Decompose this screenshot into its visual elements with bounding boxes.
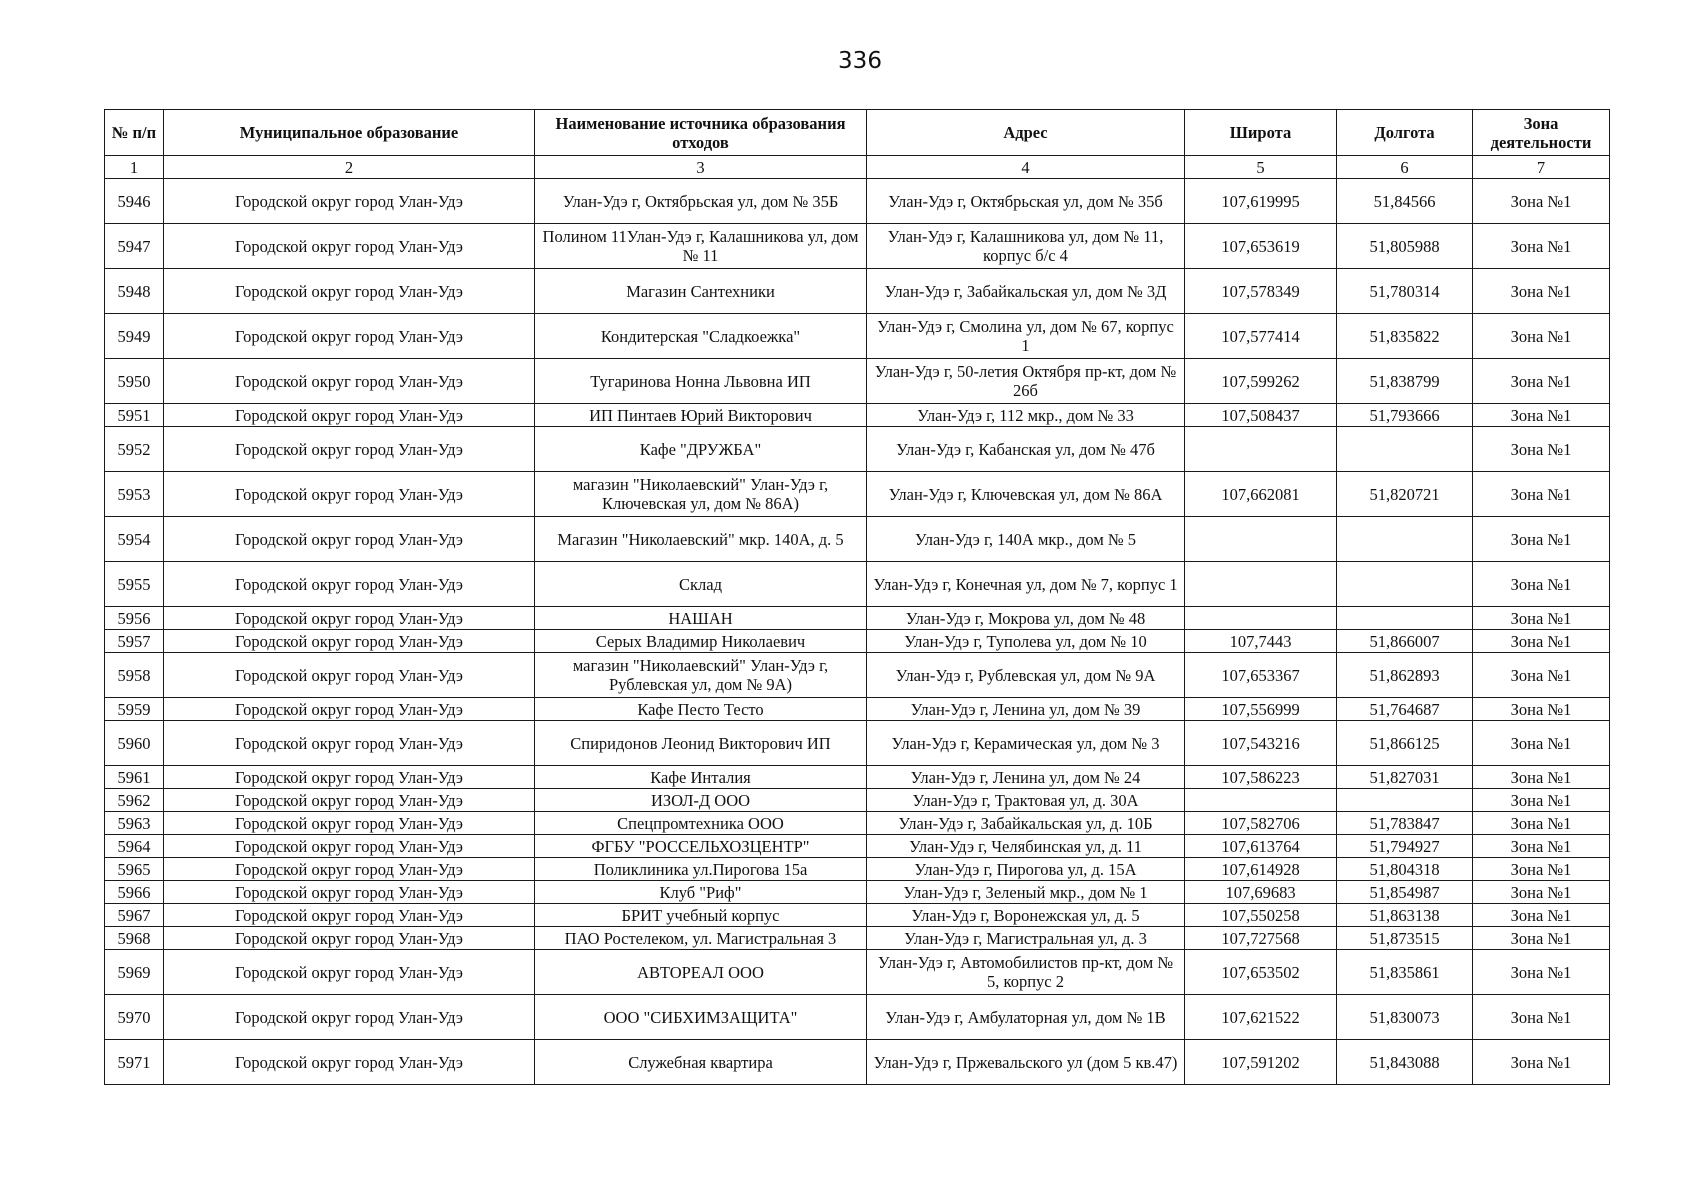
- source-name-cell: Улан-Удэ г, Октябрьская ул, дом № 35Б: [535, 179, 867, 224]
- address-cell: Улан-Удэ г, Воронежская ул, д. 5: [867, 904, 1185, 927]
- latitude-cell: 107,69683: [1185, 881, 1337, 904]
- municipality-cell: Городской округ город Улан-Удэ: [164, 404, 535, 427]
- longitude-cell: [1337, 607, 1473, 630]
- source-name-cell: ООО "СИБХИМЗАЩИТА": [535, 995, 867, 1040]
- zone-cell: Зона №1: [1473, 517, 1610, 562]
- zone-cell: Зона №1: [1473, 653, 1610, 698]
- zone-cell: Зона №1: [1473, 927, 1610, 950]
- header-address: Адрес: [867, 110, 1185, 156]
- address-cell: Улан-Удэ г, Зеленый мкр., дом № 1: [867, 881, 1185, 904]
- zone-cell: Зона №1: [1473, 179, 1610, 224]
- page-number: 336: [838, 48, 882, 74]
- address-cell: Улан-Удэ г, Конечная ул, дом № 7, корпус 1: [867, 562, 1185, 607]
- municipality-cell: Городской округ город Улан-Удэ: [164, 359, 535, 404]
- address-cell: Улан-Удэ г, Забайкальская ул, дом № 3Д: [867, 269, 1185, 314]
- latitude-cell: 107,653502: [1185, 950, 1337, 995]
- address-cell: Улан-Удэ г, Ключевская ул, дом № 86А: [867, 472, 1185, 517]
- zone-cell: Зона №1: [1473, 314, 1610, 359]
- municipality-cell: Городской округ город Улан-Удэ: [164, 314, 535, 359]
- longitude-cell: 51,827031: [1337, 766, 1473, 789]
- table-body: [105, 179, 1610, 1085]
- row-number-cell: 5954: [105, 517, 164, 562]
- longitude-cell: 51,866007: [1337, 630, 1473, 653]
- header-municipality: Муниципальное образование: [164, 110, 535, 156]
- address-cell: Улан-Удэ г, Пирогова ул, д. 15А: [867, 858, 1185, 881]
- table-row: [105, 359, 1610, 404]
- latitude-cell: 107,727568: [1185, 927, 1337, 950]
- source-name-cell: Кафе "ДРУЖБА": [535, 427, 867, 472]
- zone-cell: Зона №1: [1473, 766, 1610, 789]
- zone-cell: Зона №1: [1473, 858, 1610, 881]
- row-number-cell: 5970: [105, 995, 164, 1040]
- latitude-cell: 107,550258: [1185, 904, 1337, 927]
- longitude-cell: 51,830073: [1337, 995, 1473, 1040]
- table-row: [105, 427, 1610, 472]
- row-number-cell: 5946: [105, 179, 164, 224]
- source-name-cell: НАШАН: [535, 607, 867, 630]
- latitude-cell: [1185, 562, 1337, 607]
- table-row: [105, 607, 1610, 630]
- source-name-cell: Кафе Песто Тесто: [535, 698, 867, 721]
- zone-cell: Зона №1: [1473, 812, 1610, 835]
- column-number: 6: [1337, 156, 1473, 179]
- table-row: [105, 179, 1610, 224]
- longitude-cell: 51,780314: [1337, 269, 1473, 314]
- row-number-cell: 5969: [105, 950, 164, 995]
- municipality-cell: Городской округ город Улан-Удэ: [164, 179, 535, 224]
- table-row: [105, 835, 1610, 858]
- longitude-cell: 51,794927: [1337, 835, 1473, 858]
- address-cell: Улан-Удэ г, 140А мкр., дом № 5: [867, 517, 1185, 562]
- address-cell: Улан-Удэ г, Калашникова ул, дом № 11, корпус б/с 4: [867, 224, 1185, 269]
- row-number-cell: 5959: [105, 698, 164, 721]
- table-row: [105, 881, 1610, 904]
- longitude-cell: 51,805988: [1337, 224, 1473, 269]
- table-row: [105, 404, 1610, 427]
- row-number-cell: 5958: [105, 653, 164, 698]
- municipality-cell: Городской округ город Улан-Удэ: [164, 766, 535, 789]
- longitude-cell: 51,84566: [1337, 179, 1473, 224]
- longitude-cell: 51,835861: [1337, 950, 1473, 995]
- table-row: [105, 224, 1610, 269]
- table-row: [105, 653, 1610, 698]
- zone-cell: Зона №1: [1473, 224, 1610, 269]
- municipality-cell: Городской округ город Улан-Удэ: [164, 835, 535, 858]
- source-name-cell: Полином 11Улан-Удэ г, Калашникова ул, дом № 11: [535, 224, 867, 269]
- longitude-cell: 51,764687: [1337, 698, 1473, 721]
- longitude-cell: 51,820721: [1337, 472, 1473, 517]
- latitude-cell: 107,582706: [1185, 812, 1337, 835]
- latitude-cell: [1185, 427, 1337, 472]
- municipality-cell: Городской округ город Улан-Удэ: [164, 904, 535, 927]
- latitude-cell: 107,543216: [1185, 721, 1337, 766]
- longitude-cell: [1337, 562, 1473, 607]
- zone-cell: Зона №1: [1473, 607, 1610, 630]
- municipality-cell: Городской округ город Улан-Удэ: [164, 1040, 535, 1085]
- latitude-cell: 107,508437: [1185, 404, 1337, 427]
- row-number-cell: 5963: [105, 812, 164, 835]
- latitude-cell: 107,614928: [1185, 858, 1337, 881]
- latitude-cell: 107,591202: [1185, 1040, 1337, 1085]
- municipality-cell: Городской округ город Улан-Удэ: [164, 812, 535, 835]
- municipality-cell: Городской округ город Улан-Удэ: [164, 224, 535, 269]
- address-cell: Улан-Удэ г, 50-летия Октября пр-кт, дом № 26б: [867, 359, 1185, 404]
- address-cell: Улан-Удэ г, 112 мкр., дом № 33: [867, 404, 1185, 427]
- municipality-cell: Городской округ город Улан-Удэ: [164, 427, 535, 472]
- municipality-cell: Городской округ город Улан-Удэ: [164, 881, 535, 904]
- longitude-cell: [1337, 427, 1473, 472]
- row-number-cell: 5957: [105, 630, 164, 653]
- zone-cell: Зона №1: [1473, 995, 1610, 1040]
- longitude-cell: 51,866125: [1337, 721, 1473, 766]
- table-row: [105, 904, 1610, 927]
- column-number: 1: [105, 156, 164, 179]
- latitude-cell: 107,613764: [1185, 835, 1337, 858]
- row-number-cell: 5966: [105, 881, 164, 904]
- header-source-name: Наименование источника образования отходов: [535, 110, 867, 156]
- source-name-cell: Служебная квартира: [535, 1040, 867, 1085]
- address-cell: Улан-Удэ г, Ленина ул, дом № 24: [867, 766, 1185, 789]
- waste-sources-table: [104, 109, 1610, 1085]
- table-row: [105, 1040, 1610, 1085]
- table-row: [105, 995, 1610, 1040]
- table-row: [105, 314, 1610, 359]
- row-number-cell: 5947: [105, 224, 164, 269]
- latitude-cell: [1185, 789, 1337, 812]
- address-cell: Улан-Удэ г, Керамическая ул, дом № 3: [867, 721, 1185, 766]
- table-row: [105, 269, 1610, 314]
- address-cell: Улан-Удэ г, Забайкальская ул, д. 10Б: [867, 812, 1185, 835]
- municipality-cell: Городской округ город Улан-Удэ: [164, 653, 535, 698]
- column-number: 4: [867, 156, 1185, 179]
- source-name-cell: Спиридонов Леонид Викторович ИП: [535, 721, 867, 766]
- latitude-cell: [1185, 607, 1337, 630]
- row-number-cell: 5968: [105, 927, 164, 950]
- latitude-cell: 107,578349: [1185, 269, 1337, 314]
- longitude-cell: 51,783847: [1337, 812, 1473, 835]
- latitude-cell: 107,662081: [1185, 472, 1337, 517]
- table-row: [105, 517, 1610, 562]
- header-row: [105, 110, 1610, 156]
- municipality-cell: Городской округ город Улан-Удэ: [164, 607, 535, 630]
- row-number-cell: 5967: [105, 904, 164, 927]
- longitude-cell: [1337, 789, 1473, 812]
- zone-cell: Зона №1: [1473, 904, 1610, 927]
- longitude-cell: 51,804318: [1337, 858, 1473, 881]
- column-number: 3: [535, 156, 867, 179]
- municipality-cell: Городской округ город Улан-Удэ: [164, 517, 535, 562]
- table-row: [105, 812, 1610, 835]
- row-number-cell: 5953: [105, 472, 164, 517]
- address-cell: Улан-Удэ г, Трактовая ул, д. 30А: [867, 789, 1185, 812]
- zone-cell: Зона №1: [1473, 427, 1610, 472]
- latitude-cell: [1185, 517, 1337, 562]
- municipality-cell: Городской округ город Улан-Удэ: [164, 950, 535, 995]
- municipality-cell: Городской округ город Улан-Удэ: [164, 927, 535, 950]
- zone-cell: Зона №1: [1473, 721, 1610, 766]
- municipality-cell: Городской округ город Улан-Удэ: [164, 269, 535, 314]
- longitude-cell: [1337, 517, 1473, 562]
- table-row: [105, 721, 1610, 766]
- longitude-cell: 51,863138: [1337, 904, 1473, 927]
- source-name-cell: Магазин "Николаевский" мкр. 140А, д. 5: [535, 517, 867, 562]
- address-cell: Улан-Удэ г, Мокрова ул, дом № 48: [867, 607, 1185, 630]
- row-number-cell: 5948: [105, 269, 164, 314]
- zone-cell: Зона №1: [1473, 1040, 1610, 1085]
- longitude-cell: 51,862893: [1337, 653, 1473, 698]
- latitude-cell: 107,621522: [1185, 995, 1337, 1040]
- latitude-cell: 107,599262: [1185, 359, 1337, 404]
- source-name-cell: ИП Пинтаев Юрий Викторович: [535, 404, 867, 427]
- source-name-cell: Клуб "Риф": [535, 881, 867, 904]
- address-cell: Улан-Удэ г, Кабанская ул, дом № 47б: [867, 427, 1185, 472]
- zone-cell: Зона №1: [1473, 950, 1610, 995]
- zone-cell: Зона №1: [1473, 881, 1610, 904]
- longitude-cell: 51,835822: [1337, 314, 1473, 359]
- row-number-cell: 5971: [105, 1040, 164, 1085]
- source-name-cell: Поликлиника ул.Пирогова 15а: [535, 858, 867, 881]
- row-number-cell: 5964: [105, 835, 164, 858]
- municipality-cell: Городской округ город Улан-Удэ: [164, 698, 535, 721]
- column-number-row: [105, 156, 1610, 179]
- latitude-cell: 107,556999: [1185, 698, 1337, 721]
- table-row: [105, 858, 1610, 881]
- zone-cell: Зона №1: [1473, 562, 1610, 607]
- row-number-cell: 5951: [105, 404, 164, 427]
- municipality-cell: Городской округ город Улан-Удэ: [164, 562, 535, 607]
- address-cell: Улан-Удэ г, Челябинская ул, д. 11: [867, 835, 1185, 858]
- address-cell: Улан-Удэ г, Магистральная ул, д. 3: [867, 927, 1185, 950]
- source-name-cell: АВТОРЕАЛ ООО: [535, 950, 867, 995]
- source-name-cell: Тугаринова Нонна Львовна ИП: [535, 359, 867, 404]
- header-zone: Зона деятельности: [1473, 110, 1610, 156]
- address-cell: Улан-Удэ г, Ленина ул, дом № 39: [867, 698, 1185, 721]
- zone-cell: Зона №1: [1473, 698, 1610, 721]
- municipality-cell: Городской округ город Улан-Удэ: [164, 995, 535, 1040]
- header-row-number: № п/п: [105, 110, 164, 156]
- table-row: [105, 698, 1610, 721]
- row-number-cell: 5960: [105, 721, 164, 766]
- zone-cell: Зона №1: [1473, 269, 1610, 314]
- table-row: [105, 766, 1610, 789]
- zone-cell: Зона №1: [1473, 630, 1610, 653]
- header-latitude: Широта: [1185, 110, 1337, 156]
- table-row: [105, 472, 1610, 517]
- source-name-cell: магазин "Николаевский" Улан-Удэ г, Рублевская ул, дом № 9А): [535, 653, 867, 698]
- table-row: [105, 927, 1610, 950]
- source-name-cell: БРИТ учебный корпус: [535, 904, 867, 927]
- source-name-cell: ФГБУ "РОССЕЛЬХОЗЦЕНТР": [535, 835, 867, 858]
- longitude-cell: 51,838799: [1337, 359, 1473, 404]
- row-number-cell: 5965: [105, 858, 164, 881]
- longitude-cell: 51,873515: [1337, 927, 1473, 950]
- zone-cell: Зона №1: [1473, 835, 1610, 858]
- row-number-cell: 5956: [105, 607, 164, 630]
- latitude-cell: 107,653367: [1185, 653, 1337, 698]
- source-name-cell: Магазин Сантехники: [535, 269, 867, 314]
- column-number: 2: [164, 156, 535, 179]
- source-name-cell: магазин "Николаевский" Улан-Удэ г, Ключевская ул, дом № 86А): [535, 472, 867, 517]
- address-cell: Улан-Удэ г, Туполева ул, дом № 10: [867, 630, 1185, 653]
- address-cell: Улан-Удэ г, Пржевальского ул (дом 5 кв.47): [867, 1040, 1185, 1085]
- table-row: [105, 789, 1610, 812]
- zone-cell: Зона №1: [1473, 789, 1610, 812]
- source-name-cell: ПАО Ростелеком, ул. Магистральная 3: [535, 927, 867, 950]
- column-number: 5: [1185, 156, 1337, 179]
- row-number-cell: 5961: [105, 766, 164, 789]
- longitude-cell: 51,854987: [1337, 881, 1473, 904]
- address-cell: Улан-Удэ г, Амбулаторная ул, дом № 1В: [867, 995, 1185, 1040]
- header-longitude: Долгота: [1337, 110, 1473, 156]
- zone-cell: Зона №1: [1473, 359, 1610, 404]
- source-name-cell: Спецпромтехника ООО: [535, 812, 867, 835]
- municipality-cell: Городской округ город Улан-Удэ: [164, 858, 535, 881]
- row-number-cell: 5952: [105, 427, 164, 472]
- row-number-cell: 5955: [105, 562, 164, 607]
- source-name-cell: Кондитерская "Сладкоежка": [535, 314, 867, 359]
- municipality-cell: Городской округ город Улан-Удэ: [164, 721, 535, 766]
- table-row: [105, 562, 1610, 607]
- address-cell: Улан-Удэ г, Автомобилистов пр-кт, дом № 5, корпус 2: [867, 950, 1185, 995]
- address-cell: Улан-Удэ г, Октябрьская ул, дом № 35б: [867, 179, 1185, 224]
- zone-cell: Зона №1: [1473, 472, 1610, 517]
- row-number-cell: 5949: [105, 314, 164, 359]
- municipality-cell: Городской округ город Улан-Удэ: [164, 630, 535, 653]
- latitude-cell: 107,586223: [1185, 766, 1337, 789]
- latitude-cell: 107,7443: [1185, 630, 1337, 653]
- table-row: [105, 630, 1610, 653]
- latitude-cell: 107,577414: [1185, 314, 1337, 359]
- municipality-cell: Городской округ город Улан-Удэ: [164, 472, 535, 517]
- row-number-cell: 5962: [105, 789, 164, 812]
- source-name-cell: Серых Владимир Николаевич: [535, 630, 867, 653]
- zone-cell: Зона №1: [1473, 404, 1610, 427]
- source-name-cell: ИЗОЛ-Д ООО: [535, 789, 867, 812]
- table-row: [105, 950, 1610, 995]
- source-name-cell: Склад: [535, 562, 867, 607]
- address-cell: Улан-Удэ г, Смолина ул, дом № 67, корпус 1: [867, 314, 1185, 359]
- municipality-cell: Городской округ город Улан-Удэ: [164, 789, 535, 812]
- latitude-cell: 107,619995: [1185, 179, 1337, 224]
- column-number: 7: [1473, 156, 1610, 179]
- latitude-cell: 107,653619: [1185, 224, 1337, 269]
- longitude-cell: 51,793666: [1337, 404, 1473, 427]
- longitude-cell: 51,843088: [1337, 1040, 1473, 1085]
- address-cell: Улан-Удэ г, Рублевская ул, дом № 9А: [867, 653, 1185, 698]
- source-name-cell: Кафе Инталия: [535, 766, 867, 789]
- row-number-cell: 5950: [105, 359, 164, 404]
